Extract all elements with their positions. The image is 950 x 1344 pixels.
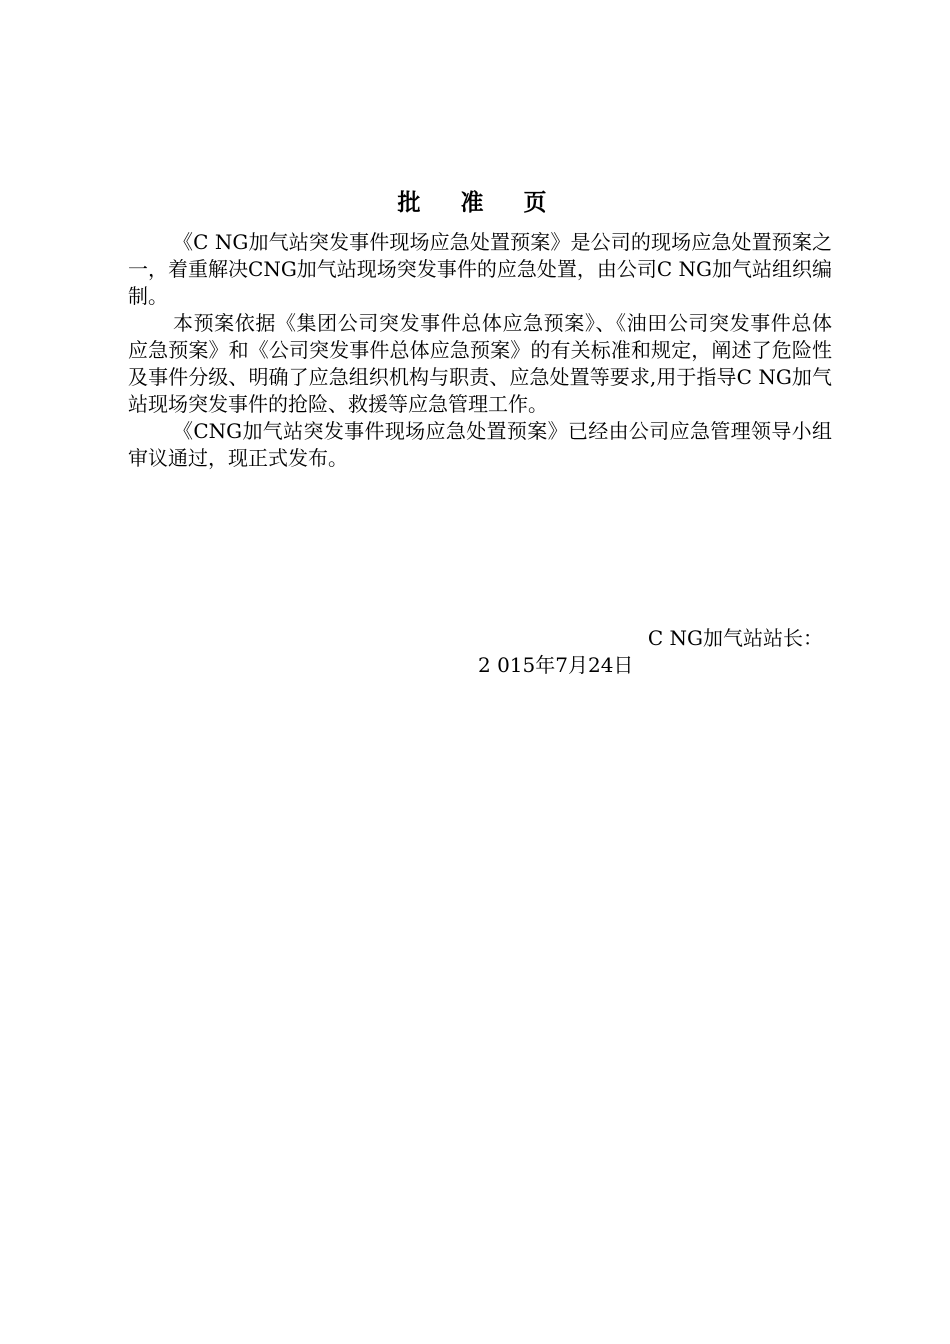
approval-body — [128, 229, 832, 472]
paragraph-basis: 本预案依据《集团公司突发事件总体应急预案》、《油田公司突发事件总体应急预案》和《公司突发事件总体应急预案》的有关标准和规定，阐述了危险性及事件分级、明确了应急组织机构与职责、应急处置等要求,用于指导C NG加气站现场突发事件的抢险、救援等应急管理工作。 — [128, 311, 832, 416]
paragraph-intro: 《C NG加气站突发事件现场应急处置预案》是公司的现场应急处置预案之一，着重解决CNG加气站现场突发事件的应急处置，由公司C NG加气站组织编制。 — [128, 230, 832, 308]
signature-date: 2 015年7月24日 — [478, 653, 634, 677]
page-title: 批 准 页 — [397, 190, 563, 216]
paragraph-release: 《CNG加气站突发事件现场应急处置预案》已经由公司应急管理领导小组审议通过，现正式发布。 — [128, 419, 832, 470]
signature-line: C NG加气站站长： — [647, 626, 823, 650]
